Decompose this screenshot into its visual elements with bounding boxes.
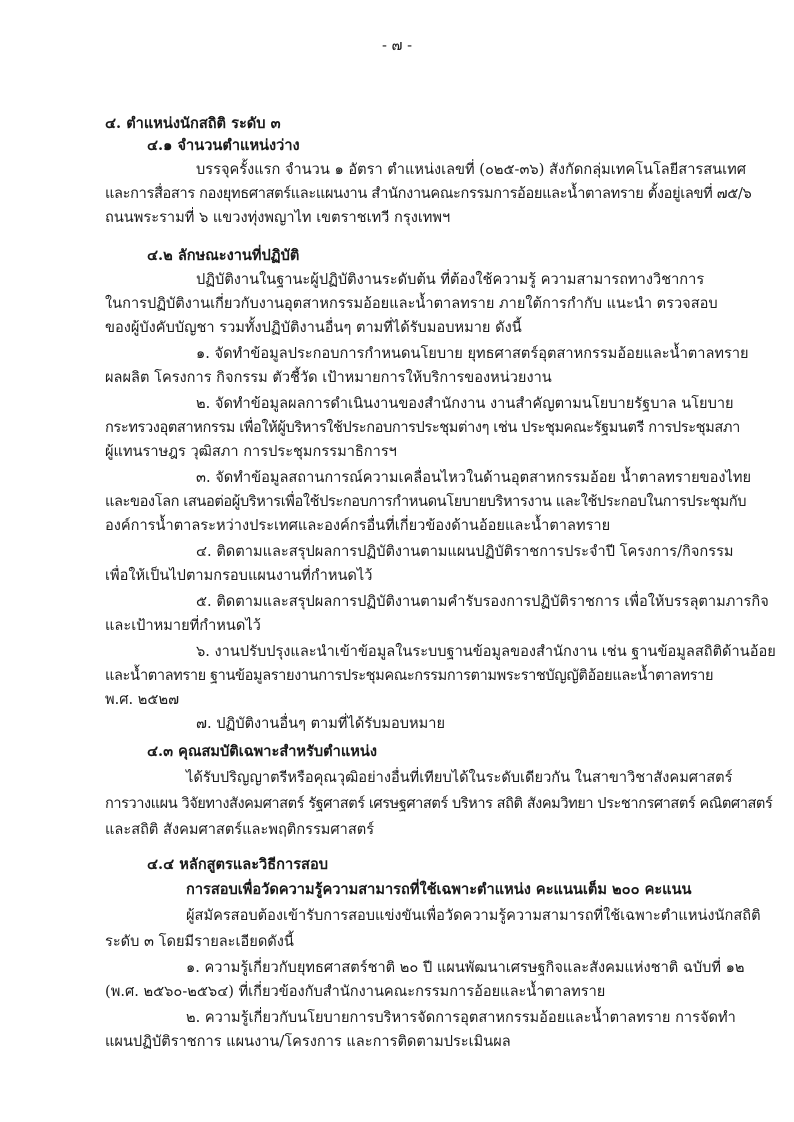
list-item: ๕. ติดตามและสรุปผลการปฏิบัติงานตามคำรับรองการปฏิบัติราชการ เพื่อให้บรรลุตามภารกิจ — [196, 593, 769, 610]
section-heading: ๔. ตำแหน่งนักสถิติ ระดับ ๓ — [105, 115, 281, 132]
subsection-title-4-2: ๔.๒ ลักษณะงานที่ปฏิบัติ — [147, 247, 300, 264]
paragraph-line: ผู้แทนราษฎร วุฒิสภา การประชุมกรรมาธิการฯ — [105, 443, 397, 460]
page-number: - ๗ - — [381, 37, 413, 54]
list-item: ๖. งานปรับปรุงและนำเข้าข้อมูลในระบบฐานข้อมูลของสำนักงาน เช่น ฐานข้อมูลสถิติด้านอ้อย — [196, 643, 776, 660]
subsection-title-4-1: ๔.๑ จำนวนตำแหน่งว่าง — [147, 137, 300, 154]
paragraph-line: ของผู้บังคับบัญชา รวมทั้งปฏิบัติงานอื่นๆ ตามที่ได้รับมอบหมาย ดังนี้ — [105, 319, 522, 336]
paragraph-line: พ.ศ. ๒๕๒๗ — [105, 691, 180, 708]
paragraph-line: กระทรวงอุตสาหกรรม เพื่อให้ผู้บริหารใช้ประกอบการประชุมต่างๆ เช่น ประชุมคณะรัฐมนตรี การประชุมสภา — [105, 419, 740, 436]
paragraph-line: ได้รับปริญญาตรีหรือคุณวุฒิอย่างอื่นที่เทียบได้ในระดับเดียวกัน ในสาขาวิชาสังคมศาสตร์ — [186, 769, 733, 786]
paragraph-line: บรรจุครั้งแรก จำนวน ๑ อัตรา ตำแหน่งเลขที่ (๐๒๕-๓๖) สังกัดกลุ่มเทคโนโลยีสารสนเทศ — [196, 161, 746, 178]
list-item: ๑. ความรู้เกี่ยวกับยุทธศาสตร์ชาติ ๒๐ ปี แผนพัฒนาเศรษฐกิจและสังคมแห่งชาติ ฉบับที่ ๑๒ — [186, 959, 745, 976]
subsection-title-4-3: ๔.๓ คุณสมบัติเฉพาะสำหรับตำแหน่ง — [147, 743, 377, 760]
paragraph-line: ผลผลิต โครงการ กิจกรรม ตัวชี้วัด เป้าหมายการให้บริการของหน่วยงาน — [105, 369, 552, 386]
list-item: ๓. จัดทำข้อมูลสถานการณ์ความเคลื่อนไหวในด้านอุตสาหกรรมอ้อย น้ำตาลทรายของไทย — [196, 469, 752, 486]
list-item: ๗. ปฏิบัติงานอื่นๆ ตามที่ได้รับมอบหมาย — [196, 715, 446, 732]
paragraph-line: ในการปฏิบัติงานเกี่ยวกับงานอุตสาหกรรมอ้อยและน้ำตาลทราย ภายใต้การกำกับ แนะนำ ตรวจสอบ — [105, 295, 718, 312]
paragraph-line: และเป้าหมายที่กำหนดไว้ — [105, 617, 261, 634]
paragraph-line: ปฏิบัติงานในฐานะผู้ปฏิบัติงานระดับต้น ที่ต้องใช้ความรู้ ความสามารถทางวิชาการ — [196, 271, 705, 288]
paragraph-line: ผู้สมัครสอบต้องเข้ารับการสอบแข่งขันเพื่อวัดความรู้ความสามารถที่ใช้เฉพาะตำแหน่งนักสถิติ — [186, 907, 761, 924]
paragraph-line: และน้ำตาลทราย ฐานข้อมูลรายงานการประชุมคณะกรรมการตามพระราชบัญญัติอ้อยและน้ำตาลทราย — [105, 667, 714, 684]
paragraph-line: และการสื่อสาร กองยุทธศาสตร์และแผนงาน สำนักงานคณะกรรมการอ้อยและน้ำตาลทราย ตั้งอยู่เลขที่ ๗๕/๖ — [105, 185, 752, 202]
paragraph-line: ระดับ ๓ โดยมีรายละเอียดดังนี้ — [105, 933, 294, 950]
list-item: ๔. ติดตามและสรุปผลการปฏิบัติงานตามแผนปฏิบัติราชการประจำปี โครงการ/กิจกรรม — [196, 543, 734, 560]
paragraph-line: แผนปฏิบัติราชการ แผนงาน/โครงการ และการติดตามประเมินผล — [105, 1033, 511, 1050]
paragraph-line: องค์การน้ำตาลระหว่างประเทศและองค์กรอื่นที่เกี่ยวข้องด้านอ้อยและน้ำตาลทราย — [105, 517, 611, 534]
paragraph-line: (พ.ศ. ๒๕๖๐-๒๕๖๔) ที่เกี่ยวข้องกับสำนักงานคณะกรรมการอ้อยและน้ำตาลทราย — [105, 983, 606, 1000]
paragraph-line: และสถิติ สังคมศาสตร์และพฤติกรรมศาสตร์ — [105, 821, 375, 838]
subsection-title-4-4: ๔.๔ หลักสูตรและวิธีการสอบ — [147, 856, 328, 873]
paragraph-line: และของโลก เสนอต่อผู้บริหารเพื่อใช้ประกอบการกำหนดนโยบายบริหารงาน และใช้ประกอบในการประชุมกับ — [105, 493, 747, 510]
list-item: ๒. ความรู้เกี่ยวกับนโยบายการบริหารจัดการอุตสาหกรรมอ้อยและน้ำตาลทราย การจัดทำ — [186, 1009, 736, 1026]
list-item: ๑. จัดทำข้อมูลประกอบการกำหนดนโยบาย ยุทธศาสตร์อุตสาหกรรมอ้อยและน้ำตาลทราย — [196, 345, 749, 362]
paragraph-line: ถนนพระรามที่ ๖ แขวงทุ่งพญาไท เขตราชเทวี กรุงเทพฯ — [105, 209, 451, 226]
paragraph-line: การวางแผน วิจัยทางสังคมศาสตร์ รัฐศาสตร์ เศรษฐศาสตร์ บริหาร สถิติ สังคมวิทยา ประชากรศาสตร์ คณิตศาสตร์ — [105, 795, 773, 812]
list-item: ๒. จัดทำข้อมูลผลการดำเนินงานของสำนักงาน งานสำคัญตามนโยบายรัฐบาล นโยบาย — [196, 395, 734, 412]
exam-subtitle: การสอบเพื่อวัดความรู้ความสามารถที่ใช้เฉพาะตำแหน่ง คะแนนเต็ม ๒๐๐ คะแนน — [186, 881, 692, 898]
paragraph-line: เพื่อให้เป็นไปตามกรอบแผนงานที่กำหนดไว้ — [105, 567, 373, 584]
